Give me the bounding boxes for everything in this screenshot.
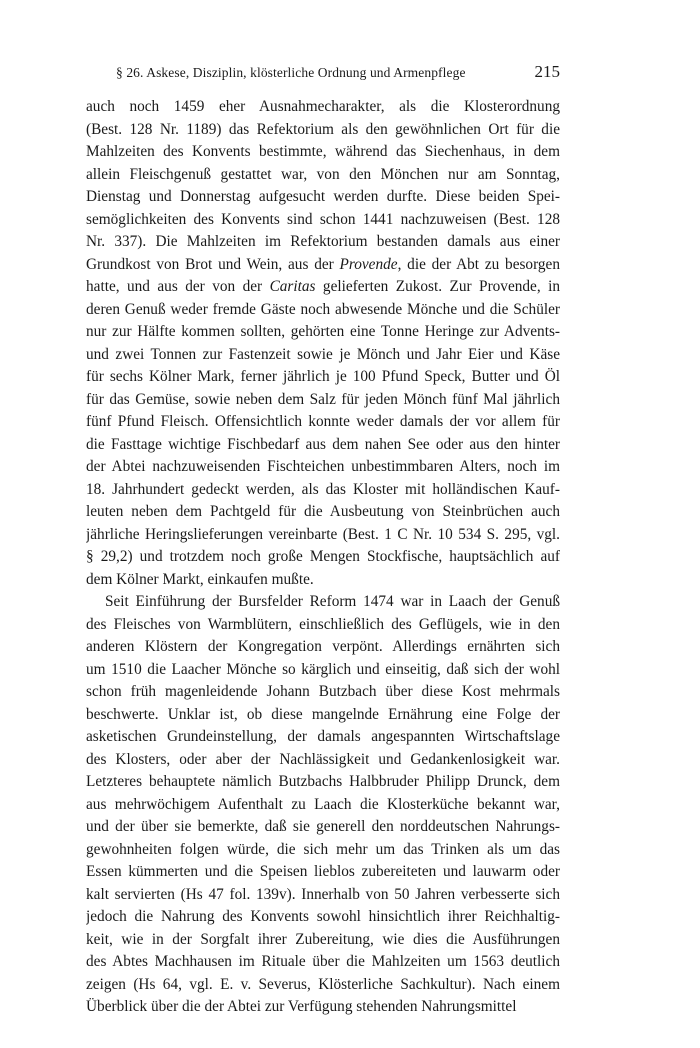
text-segment: und zwei Tonnen zur Fastenzeit sowie je Mönch und Jahr Eier und Käse xyxy=(86,345,560,363)
text-line xyxy=(86,164,560,187)
text-segment: Nr. 337). Die Mahlzeiten im Refektorium bestanden damals aus einer xyxy=(86,233,560,250)
text-line xyxy=(86,726,560,749)
text-line xyxy=(86,389,560,412)
text-line xyxy=(86,434,560,457)
text-line xyxy=(86,974,560,997)
text-segment: dem Kölner Markt, einkaufen mußte. xyxy=(86,570,314,588)
text-line xyxy=(86,771,560,794)
text-line xyxy=(86,591,560,614)
text-segment: leuten neben dem Pachtgeld für die Ausbeutung von Steinbrüchen auch xyxy=(86,503,560,520)
running-title: § 26. Askese, Disziplin, klösterliche Ordnung und Armenpflege xyxy=(116,65,466,80)
text-line xyxy=(86,839,560,862)
text-segment: § 29,2) und trotzdem noch große Mengen Stockfische, hauptsächlich auf xyxy=(86,548,560,565)
text-segment: des Klosters, oder aber der Nachlässigkeit und Gedankenlosigkeit war. xyxy=(86,750,560,768)
text-segment: keit, wie in der Sorgfalt ihrer Zubereitung, wie dies die Ausführungen xyxy=(86,930,560,948)
text-line xyxy=(86,456,560,479)
text-line xyxy=(86,524,560,547)
text-line xyxy=(86,344,560,367)
text-segment: allein Fleischgenuß gestattet war, von den Mönchen nur am Sonntag, xyxy=(86,165,560,183)
text-line xyxy=(86,681,560,704)
text-segment: asketischen Grundeinstellung, der damals angespannten Wirtschaftslage xyxy=(86,728,560,745)
text-line xyxy=(86,276,560,299)
text-segment: des Fleisches von Warmblütern, einschließlich des Geflügels, wie in den xyxy=(86,615,560,633)
italic-term: Provende xyxy=(339,255,398,273)
text-line xyxy=(86,141,560,164)
text-segment: der Abtei nachzuweisenden Fischteichen unbestimmbaren Alters, noch im xyxy=(86,458,560,475)
text-segment: gewohnheiten folgen würde, die sich mehr um das Trinken als um das xyxy=(86,840,560,858)
running-head xyxy=(86,62,560,86)
text-segment: auch noch 1459 eher Ausnahmecharakter, als die Klosterordnung xyxy=(86,98,560,115)
text-line xyxy=(86,569,560,592)
text-line xyxy=(86,321,560,344)
text-line xyxy=(86,366,560,389)
text-segment: des Abtes Machhausen im Rituale über die Mahlzeiten um 1563 deutlich xyxy=(86,953,560,970)
text-line xyxy=(86,411,560,434)
text-line xyxy=(86,794,560,817)
text-line xyxy=(86,906,560,929)
text-segment: Grundkost von Brot und Wein, aus der xyxy=(86,255,340,273)
text-segment: jährliche Heringslieferungen vereinbarte (Best. 1 C Nr. 10 534 S. 295, vgl. xyxy=(86,525,560,543)
text-line xyxy=(86,479,560,502)
text-line xyxy=(86,996,560,1019)
text-line xyxy=(86,884,560,907)
text-segment: und der über sie bemerkte, daß sie generell den norddeutschen Nahrungs- xyxy=(86,818,560,835)
text-line xyxy=(86,659,560,682)
text-segment: , die der Abt zu besorgen xyxy=(397,255,560,273)
text-line xyxy=(86,254,560,277)
text-segment: Essen kümmerten und die Speisen lieblos zubereiteten und lauwarm oder xyxy=(86,863,560,880)
text-segment: für das Gemüse, sowie neben dem Salz für jeden Mönch fünf Mal jährlich xyxy=(86,390,560,408)
text-segment: beschwerte. Unklar ist, ob diese mangelnde Ernährung eine Folge der xyxy=(86,705,560,723)
text-line xyxy=(86,861,560,884)
text-line xyxy=(86,704,560,727)
text-segment: schon früh magenleidende Johann Butzbach über diese Kost mehrmals xyxy=(86,683,560,700)
text-line xyxy=(86,614,560,637)
text-segment: Seit Einführung der Bursfelder Reform 1474 war in Laach der Genuß xyxy=(105,593,560,610)
text-segment: Letzteres behauptete nämlich Butzbachs Halbbruder Philipp Drunck, dem xyxy=(86,773,560,790)
text-segment: deren Genuß weder fremde Gäste noch abwesende Mönche und die Schüler xyxy=(86,300,560,318)
text-line xyxy=(86,501,560,524)
text-segment: Mahlzeiten des Konvents bestimmte, während das Siechenhaus, in dem xyxy=(86,143,560,160)
text-segment: aus mehrwöchigem Aufenthalt zu Laach die Klosterküche bekannt war, xyxy=(86,795,560,813)
text-segment: um 1510 die Laacher Mönche so kärglich und einseitig, daß sich der wohl xyxy=(86,660,560,678)
text-line xyxy=(86,546,560,569)
text-segment: jedoch die Nahrung des Konvents sowohl hinsichtlich ihrer Reichhaltig- xyxy=(86,908,560,925)
text-line xyxy=(86,636,560,659)
text-segment: anderen Klöstern der Kongregation verpönt. Allerdings ernährten sich xyxy=(86,638,560,655)
text-line xyxy=(86,209,560,232)
text-segment: Überblick über die der Abtei zur Verfügung stehenden Nahrungsmittel xyxy=(86,998,517,1015)
text-segment: die Fasttage wichtige Fischbedarf aus dem nahen See oder aus den hinter xyxy=(86,435,560,453)
text-segment: (Best. 128 Nr. 1189) das Refektorium als den gewöhnlichen Ort für die xyxy=(86,120,560,138)
text-line xyxy=(86,96,560,119)
text-segment: hatte, und aus der von der xyxy=(86,278,270,295)
text-segment: gelieferten Zukost. Zur Provende, in xyxy=(315,278,560,295)
text-segment: für sechs Kölner Mark, ferner jährlich je 100 Pfund Speck, Butter und Öl xyxy=(86,368,560,385)
text-segment: kalt servierten (Hs 47 fol. 139v). Innerhalb von 50 Jahren verbesserte sich xyxy=(86,885,560,903)
text-line xyxy=(86,119,560,142)
text-segment: nur zur Hälfte kommen sollten, gehörten eine Tonne Heringe zur Advents- xyxy=(86,323,560,340)
text-segment: semöglichkeiten des Konvents sind schon 1441 nachzuweisen (Best. 128 xyxy=(86,210,560,228)
text-segment: 18. Jahrhundert gedeckt werden, als das Kloster mit holländischen Kauf- xyxy=(86,480,560,498)
text-line xyxy=(86,929,560,952)
page-number: 215 xyxy=(534,62,560,81)
text-line xyxy=(86,231,560,254)
text-segment: zeigen (Hs 64, vgl. E. v. Severus, Klösterliche Sachkultur). Nach einem xyxy=(86,975,560,993)
text-segment: Dienstag und Donnerstag aufgesucht werden durfte. Diese beiden Spei- xyxy=(86,188,560,205)
text-line xyxy=(86,816,560,839)
text-line xyxy=(86,186,560,209)
text-line xyxy=(86,951,560,974)
italic-term: Caritas xyxy=(269,278,316,295)
text-line xyxy=(86,299,560,322)
text-line xyxy=(86,749,560,772)
body-text xyxy=(86,96,560,1019)
text-segment: fünf Pfund Fleisch. Offensichtlich konnte weder damals der vor allem für xyxy=(86,413,560,430)
